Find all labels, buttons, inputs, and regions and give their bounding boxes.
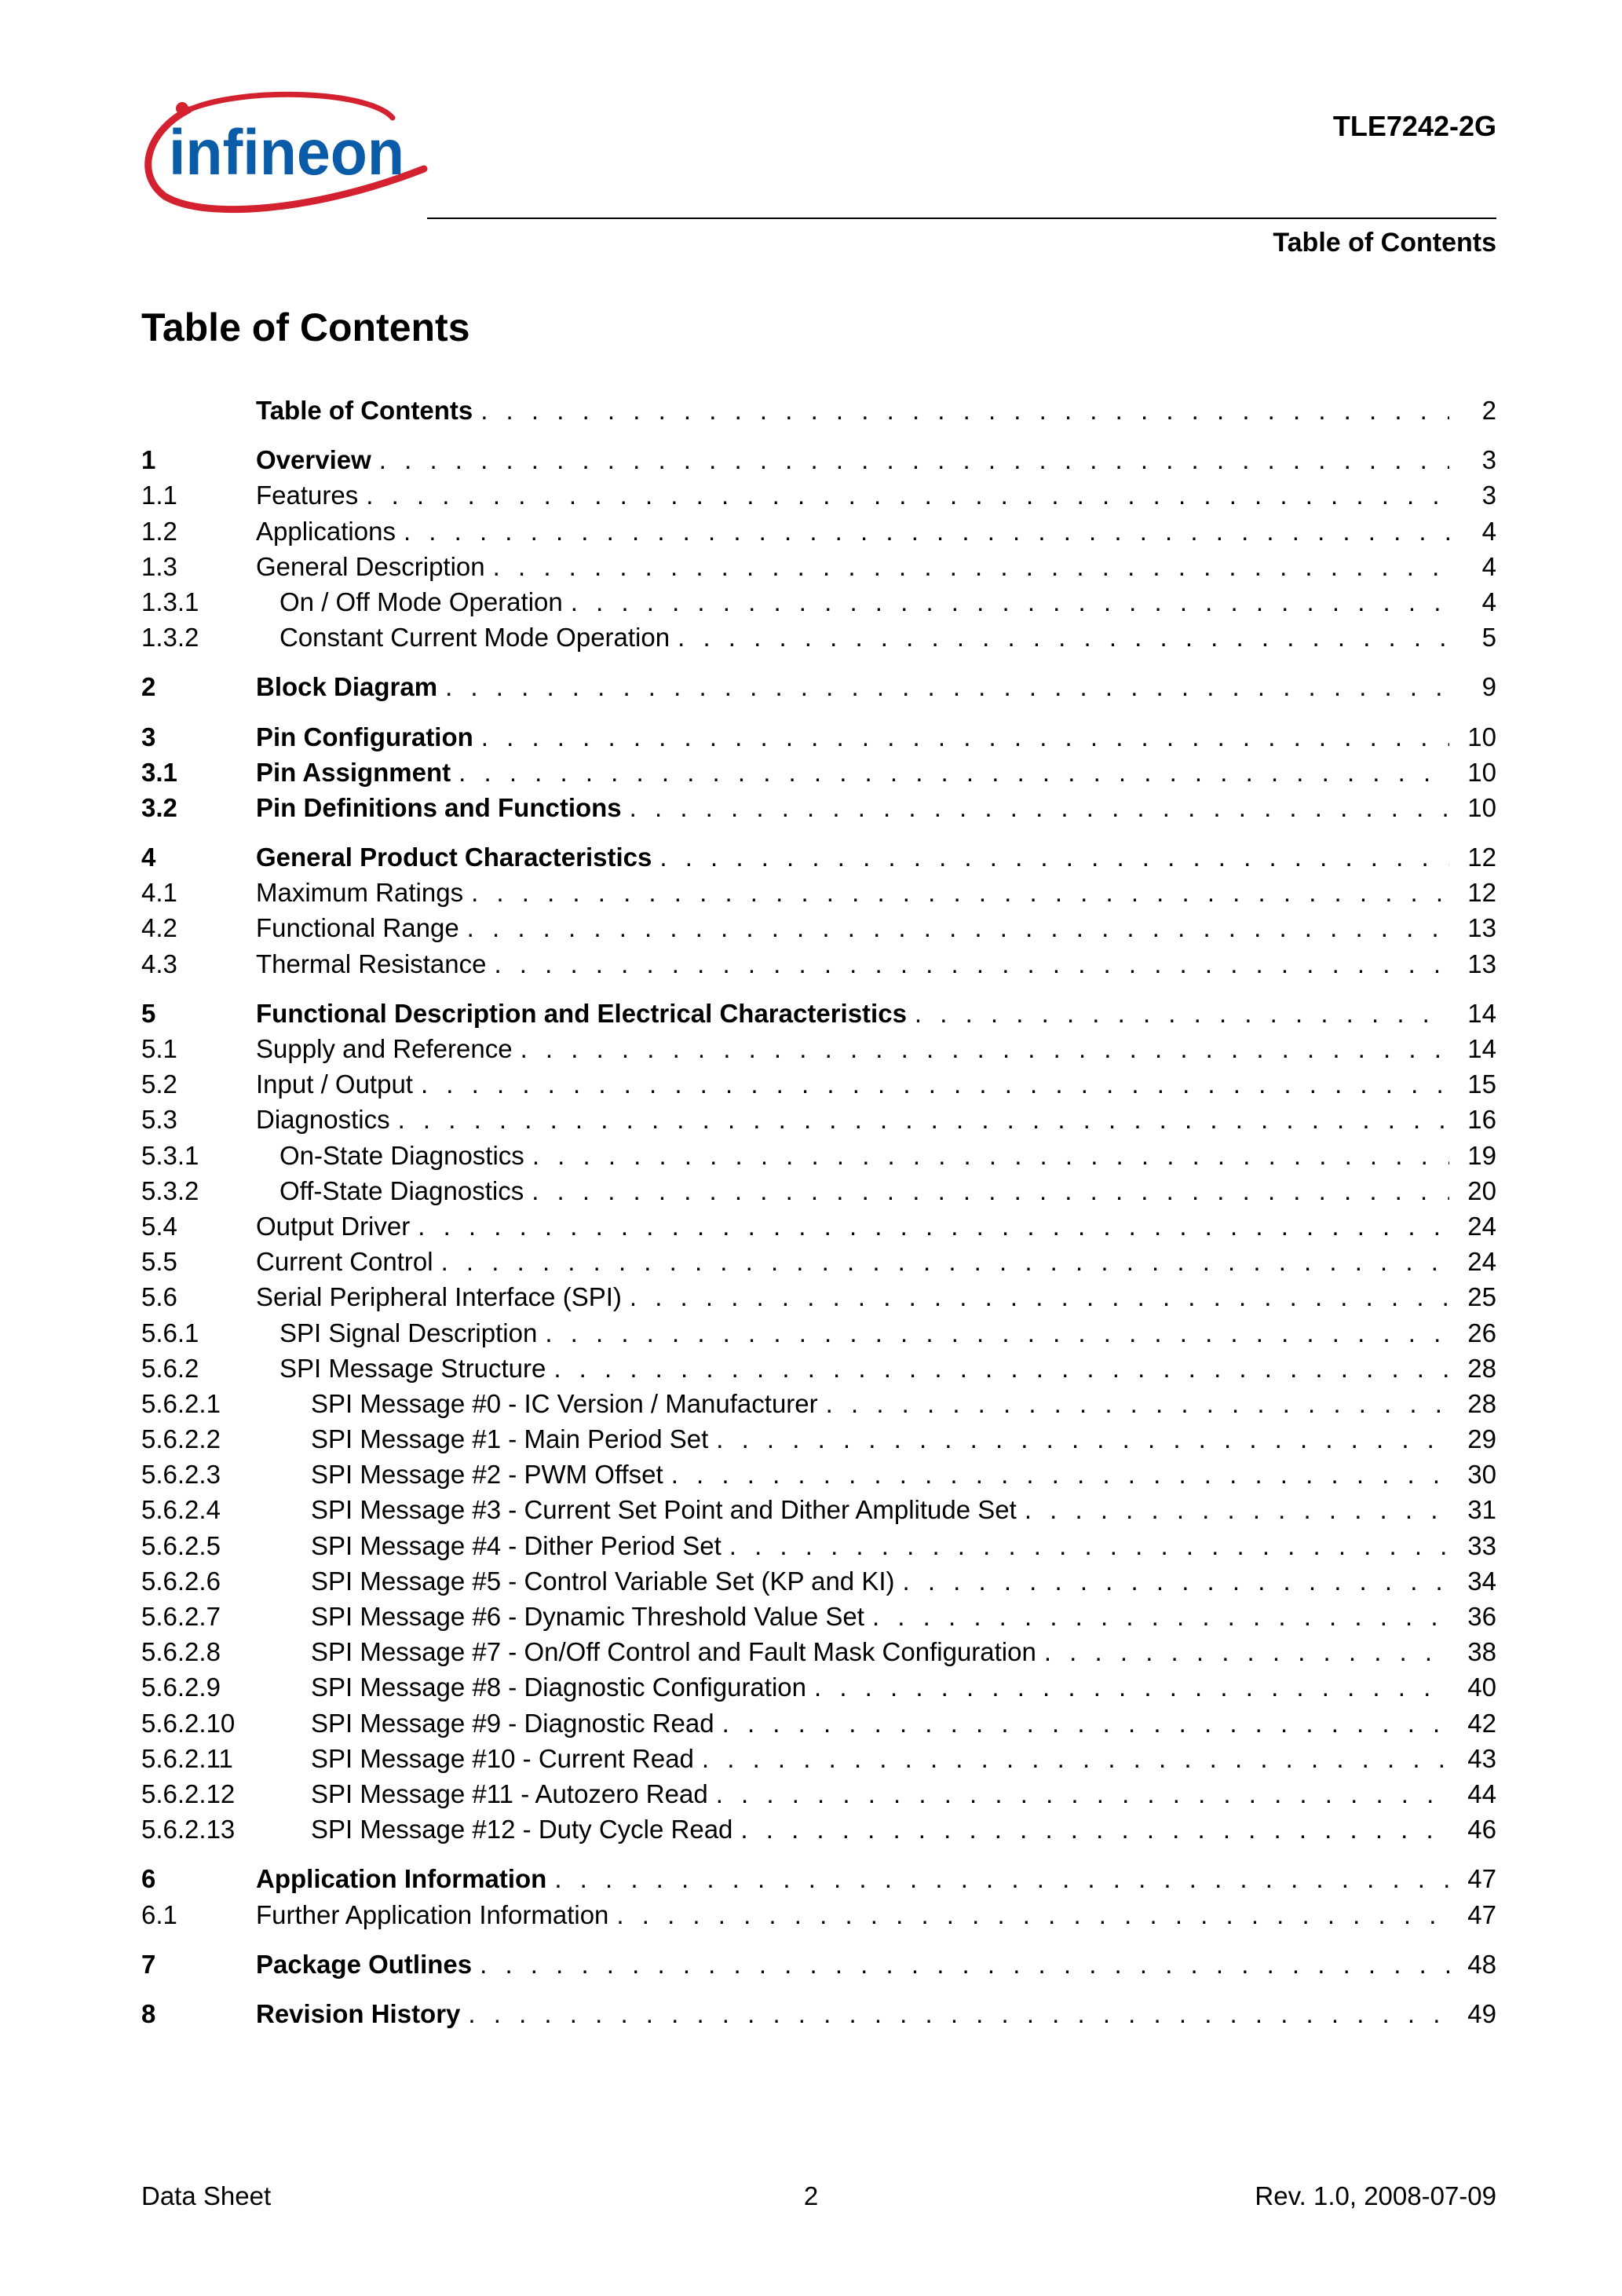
toc-dot-leader — [702, 1741, 1449, 1776]
toc-dot-leader — [554, 1861, 1449, 1896]
toc-dot-leader — [418, 1208, 1449, 1244]
toc-entry-number: 5 — [141, 998, 156, 1028]
toc-entry[interactable] — [141, 839, 1496, 875]
toc-dot-leader — [630, 1279, 1449, 1314]
toc-entry-page[interactable]: 12 — [1467, 878, 1496, 908]
toc-entry-page[interactable]: 26 — [1467, 1318, 1496, 1347]
toc-dot-leader — [716, 1421, 1449, 1457]
toc-entry-title[interactable]: SPI Message #4 - Dither Period Set — [311, 1530, 721, 1560]
toc-entry[interactable] — [141, 1563, 1496, 1599]
toc-entry[interactable] — [141, 1102, 1496, 1137]
toc-entry[interactable] — [141, 584, 1496, 620]
toc-entry-page[interactable]: 46 — [1467, 1815, 1496, 1844]
toc-entry[interactable] — [141, 946, 1496, 982]
toc-entry[interactable] — [141, 1996, 1496, 2031]
toc-entry-page[interactable]: 3 — [1481, 481, 1496, 510]
toc-dot-leader — [872, 1599, 1449, 1634]
toc-entry-page[interactable]: 43 — [1467, 1743, 1496, 1773]
toc-entry-title[interactable]: Pin Configuration — [256, 722, 473, 751]
toc-dot-leader — [471, 875, 1449, 910]
toc-entry[interactable] — [141, 549, 1496, 584]
toc-entry-title[interactable]: General Description — [256, 551, 485, 581]
toc-entry[interactable] — [141, 790, 1496, 825]
toc-dot-leader — [826, 1386, 1449, 1421]
toc-entry-title[interactable]: Input / Output — [256, 1069, 413, 1099]
toc-entry-page[interactable]: 19 — [1467, 1140, 1496, 1170]
toc-dot-leader — [494, 946, 1449, 982]
toc-entry-number: 1.2 — [141, 516, 177, 546]
toc-dot-leader — [630, 790, 1449, 825]
footer-revision: Rev. 1.0, 2008-07-09 — [1255, 2181, 1496, 2210]
toc-entry-number: 5.4 — [141, 1211, 177, 1241]
toc-entry-number: 5.2 — [141, 1069, 177, 1099]
toc-entry-page[interactable]: 30 — [1467, 1460, 1496, 1490]
toc-entry-number: 5.6.2.12 — [141, 1779, 236, 1808]
toc-entry-number: 1.1 — [141, 481, 177, 510]
toc-entry[interactable] — [141, 755, 1496, 790]
toc-entry-page[interactable]: 20 — [1467, 1175, 1496, 1205]
toc-entry-title[interactable]: Output Driver — [256, 1211, 411, 1241]
toc-entry-page[interactable]: 2 — [1481, 396, 1496, 425]
toc-entry-number: 5.6.2.1 — [141, 1388, 221, 1418]
toc-entry-title[interactable]: Serial Peripheral Interface (SPI) — [256, 1282, 622, 1312]
toc-entry[interactable] — [141, 1315, 1496, 1351]
toc-dot-leader — [659, 839, 1449, 875]
toc-entry-title[interactable]: Application Information — [256, 1864, 547, 1894]
toc-entry-title[interactable]: Functional Description and Electrical Characteristics — [256, 998, 907, 1028]
toc-entry-title[interactable]: Features — [256, 481, 359, 510]
toc-dot-leader — [740, 1812, 1449, 1847]
toc-entry-page[interactable]: 3 — [1481, 445, 1496, 475]
toc-entry[interactable] — [141, 393, 1496, 428]
logo-wordmark: infineon — [169, 117, 404, 188]
toc-entry-page[interactable]: 47 — [1467, 1899, 1496, 1929]
toc-entry-title[interactable]: Current Control — [256, 1247, 433, 1277]
toc-entry-number: 5.6.1 — [141, 1318, 199, 1347]
toc-dot-leader — [553, 1351, 1449, 1386]
toc-entry-page[interactable]: 25 — [1467, 1282, 1496, 1312]
infineon-logo-icon — [133, 86, 432, 228]
toc-dot-leader — [493, 549, 1449, 584]
toc-entry-number: 5.6.2.9 — [141, 1673, 221, 1702]
toc-entry-number: 6 — [141, 1864, 156, 1894]
toc-entry-number: 5.6.2.11 — [141, 1743, 233, 1773]
toc-dot-leader — [814, 1669, 1449, 1705]
toc-entry-number: 5.6.2.10 — [141, 1708, 236, 1738]
toc-entry-title[interactable]: SPI Message #2 - PWM Offset — [311, 1460, 663, 1490]
toc-entry-page[interactable]: 38 — [1467, 1637, 1496, 1667]
toc-entry-number: 5.6.2 — [141, 1353, 199, 1383]
toc-entry-number: 5.6.2.8 — [141, 1637, 221, 1667]
toc-dot-leader — [1044, 1634, 1449, 1669]
toc-entry-page[interactable]: 10 — [1467, 792, 1496, 822]
toc-entry[interactable] — [141, 1776, 1496, 1812]
toc-entry[interactable] — [141, 1244, 1496, 1279]
toc-entry-title[interactable]: Block Diagram — [256, 672, 438, 702]
toc-entry-title[interactable]: SPI Message Structure — [279, 1353, 546, 1383]
toc-entry-title[interactable]: Table of Contents — [256, 396, 473, 425]
toc-entry-page[interactable]: 5 — [1481, 623, 1496, 653]
document-code: TLE7242-2G — [1332, 110, 1496, 142]
toc-dot-leader — [480, 1947, 1449, 1982]
toc-dot-leader — [532, 1173, 1449, 1208]
toc-entry-number: 5.6 — [141, 1282, 177, 1312]
toc-entry-number: 5.3.2 — [141, 1175, 199, 1205]
toc-dot-leader — [915, 996, 1449, 1031]
toc-entry-title[interactable]: General Product Characteristics — [256, 843, 652, 872]
toc-entry-number: 6.1 — [141, 1899, 177, 1929]
toc-entry[interactable] — [141, 1492, 1496, 1527]
toc-entry[interactable] — [141, 1386, 1496, 1421]
toc-entry-number: 4.2 — [141, 913, 177, 943]
toc-dot-leader — [445, 669, 1449, 704]
toc-dot-leader — [458, 755, 1449, 790]
toc-entry-title[interactable]: SPI Message #8 - Diagnostic Configuration — [311, 1673, 806, 1702]
toc-entry-title[interactable]: Pin Definitions and Functions — [256, 792, 622, 822]
footer-document-type: Data Sheet — [141, 2181, 272, 2210]
toc-entry-title[interactable]: SPI Message #7 - On/Off Control and Fault Mask Configuration — [311, 1637, 1036, 1667]
toc-entry-page[interactable]: 4 — [1481, 551, 1496, 581]
toc-entry-page[interactable]: 34 — [1467, 1566, 1496, 1596]
toc-dot-leader — [716, 1776, 1449, 1812]
toc-dot-leader — [481, 719, 1449, 755]
toc-dot-leader — [521, 1031, 1449, 1066]
toc-dot-leader — [379, 442, 1449, 477]
toc-entry[interactable] — [141, 1138, 1496, 1173]
toc-entry-page[interactable]: 13 — [1467, 913, 1496, 943]
toc-entry-number: 5.1 — [141, 1034, 177, 1063]
toc-entry[interactable] — [141, 1173, 1496, 1208]
toc-entry-title[interactable]: Constant Current Mode Operation — [279, 623, 670, 653]
toc-dot-leader — [671, 1457, 1449, 1492]
toc-entry-page[interactable]: 15 — [1467, 1069, 1496, 1099]
toc-dot-leader — [678, 620, 1449, 655]
toc-entry-page[interactable]: 33 — [1467, 1530, 1496, 1560]
toc-entry[interactable] — [141, 1208, 1496, 1244]
toc-entry[interactable] — [141, 1528, 1496, 1563]
table-of-contents — [141, 393, 1496, 2031]
toc-dot-leader — [421, 1066, 1449, 1102]
toc-entry-page[interactable]: 40 — [1467, 1673, 1496, 1702]
toc-entry-page[interactable]: 42 — [1467, 1708, 1496, 1738]
toc-entry-page[interactable]: 24 — [1467, 1211, 1496, 1241]
toc-entry-page[interactable]: 44 — [1467, 1779, 1496, 1808]
toc-entry-number: 8 — [141, 1998, 156, 2028]
toc-entry[interactable] — [141, 1634, 1496, 1669]
toc-entry-title[interactable]: SPI Message #0 - IC Version / Manufacturer — [311, 1388, 818, 1418]
toc-entry-number: 4.1 — [141, 878, 177, 908]
toc-entry-number: 5.6.2.2 — [141, 1424, 221, 1454]
toc-entry[interactable] — [141, 620, 1496, 655]
toc-entry-number: 5.6.2.6 — [141, 1566, 221, 1596]
running-section-header: Table of Contents — [1273, 228, 1496, 258]
toc-entry-title[interactable]: Revision History — [256, 1998, 461, 2028]
toc-entry[interactable] — [141, 1351, 1496, 1386]
toc-entry[interactable] — [141, 1599, 1496, 1634]
toc-entry-title[interactable]: Supply and Reference — [256, 1034, 513, 1063]
toc-entry-page[interactable]: 12 — [1467, 843, 1496, 872]
toc-entry[interactable] — [141, 514, 1496, 549]
toc-entry-page[interactable]: 28 — [1467, 1353, 1496, 1383]
toc-entry[interactable] — [141, 996, 1496, 1031]
toc-dot-leader — [398, 1102, 1449, 1137]
toc-entry-page[interactable]: 16 — [1467, 1105, 1496, 1135]
toc-entry-title[interactable]: SPI Message #1 - Main Period Set — [311, 1424, 709, 1454]
toc-entry[interactable] — [141, 442, 1496, 477]
toc-dot-leader — [480, 393, 1449, 428]
toc-entry-title[interactable]: Applications — [256, 516, 396, 546]
toc-entry[interactable] — [141, 477, 1496, 513]
toc-dot-leader — [366, 477, 1449, 513]
toc-entry-number: 7 — [141, 1949, 156, 1979]
toc-entry-page[interactable]: 14 — [1467, 1034, 1496, 1063]
toc-entry-number: 1.3.2 — [141, 623, 199, 653]
toc-entry-page[interactable]: 4 — [1481, 516, 1496, 546]
toc-dot-leader — [902, 1563, 1449, 1599]
toc-dot-leader — [571, 584, 1449, 620]
toc-entry-title[interactable]: SPI Message #10 - Current Read — [311, 1743, 694, 1773]
toc-entry[interactable] — [141, 1279, 1496, 1314]
toc-dot-leader — [467, 910, 1449, 945]
toc-entry-number: 5.6.2.4 — [141, 1495, 221, 1525]
toc-entry-number: 5.3 — [141, 1105, 177, 1135]
toc-entry[interactable] — [141, 1861, 1496, 1896]
toc-entry-page[interactable]: 28 — [1467, 1388, 1496, 1418]
toc-entry-title[interactable]: Diagnostics — [256, 1105, 390, 1135]
toc-entry[interactable] — [141, 719, 1496, 755]
toc-entry[interactable] — [141, 1669, 1496, 1705]
toc-entry-title[interactable]: SPI Signal Description — [279, 1318, 538, 1347]
toc-entry-number: 1.3 — [141, 551, 177, 581]
toc-entry-title[interactable]: Overview — [256, 445, 371, 475]
toc-entry-title[interactable]: Functional Range — [256, 913, 459, 943]
toc-entry-page[interactable]: 36 — [1467, 1602, 1496, 1631]
toc-entry-number: 5.6.2.5 — [141, 1530, 221, 1560]
toc-entry[interactable] — [141, 1897, 1496, 1932]
toc-entry-number: 1.3.1 — [141, 587, 199, 616]
toc-entry-title[interactable]: SPI Message #11 - Autozero Read — [311, 1779, 708, 1808]
toc-entry[interactable] — [141, 1457, 1496, 1492]
toc-dot-leader — [532, 1138, 1449, 1173]
toc-entry[interactable] — [141, 1066, 1496, 1102]
toc-entry-number: 3 — [141, 722, 156, 751]
toc-dot-leader — [1025, 1492, 1449, 1527]
toc-entry-title[interactable]: Pin Assignment — [256, 757, 451, 787]
toc-entry[interactable] — [141, 1741, 1496, 1776]
toc-dot-leader — [545, 1315, 1449, 1351]
toc-entry-title[interactable]: Package Outlines — [256, 1949, 473, 1979]
toc-entry-page[interactable]: 9 — [1481, 672, 1496, 702]
toc-entry-page[interactable]: 13 — [1467, 949, 1496, 978]
infineon-logo — [133, 86, 432, 228]
toc-entry-number: 5.6.2.13 — [141, 1815, 236, 1844]
toc-entry-number: 4 — [141, 843, 156, 872]
toc-entry-number: 4.3 — [141, 949, 177, 978]
toc-entry[interactable] — [141, 910, 1496, 945]
toc-entry-title[interactable]: Off-State Diagnostics — [279, 1175, 524, 1205]
toc-entry-number: 5.6.2.3 — [141, 1460, 221, 1490]
toc-entry[interactable] — [141, 1031, 1496, 1066]
toc-entry-number: 5.6.2.7 — [141, 1602, 221, 1631]
toc-entry-title[interactable]: On / Off Mode Operation — [279, 587, 563, 616]
toc-dot-leader — [468, 1996, 1449, 2031]
toc-entry-number: 3.1 — [141, 757, 177, 787]
toc-entry-title[interactable]: SPI Message #9 - Diagnostic Read — [311, 1708, 714, 1738]
toc-entry-page[interactable]: 29 — [1467, 1424, 1496, 1454]
toc-entry-page[interactable]: 49 — [1467, 1998, 1496, 2028]
toc-dot-leader — [616, 1897, 1449, 1932]
toc-entry[interactable] — [141, 1706, 1496, 1741]
toc-dot-leader — [441, 1244, 1449, 1279]
toc-entry-number: 1 — [141, 445, 156, 475]
toc-entry-title[interactable]: Further Application Information — [256, 1899, 609, 1929]
footer-page-number: 2 — [803, 2181, 819, 2210]
toc-entry-title[interactable]: SPI Message #6 - Dynamic Threshold Value Set — [311, 1602, 864, 1631]
toc-entry-title[interactable]: SPI Message #5 - Control Variable Set (KP and KI) — [311, 1566, 895, 1596]
toc-entry-title[interactable]: On-State Diagnostics — [279, 1140, 524, 1170]
toc-entry[interactable] — [141, 875, 1496, 910]
toc-entry-page[interactable]: 24 — [1467, 1247, 1496, 1277]
toc-entry-page[interactable]: 4 — [1481, 587, 1496, 616]
toc-entry-title[interactable]: Maximum Ratings — [256, 878, 464, 908]
toc-entry[interactable] — [141, 1421, 1496, 1457]
toc-entry-title[interactable]: Thermal Resistance — [256, 949, 487, 978]
header-divider — [427, 218, 1496, 219]
toc-entry[interactable] — [141, 1947, 1496, 1982]
toc-entry-page[interactable]: 14 — [1467, 998, 1496, 1028]
toc-entry-page[interactable]: 10 — [1467, 757, 1496, 787]
toc-entry-number: 5.3.1 — [141, 1140, 199, 1170]
toc-entry-page[interactable]: 48 — [1467, 1949, 1496, 1979]
toc-dot-leader — [729, 1528, 1449, 1563]
toc-dot-leader — [722, 1706, 1449, 1741]
toc-entry-number: 3.2 — [141, 792, 177, 822]
toc-entry-number: 2 — [141, 672, 156, 702]
toc-entry[interactable] — [141, 669, 1496, 704]
toc-entry-page[interactable]: 10 — [1467, 722, 1496, 751]
toc-entry-page[interactable]: 31 — [1467, 1495, 1496, 1525]
toc-entry[interactable] — [141, 1812, 1496, 1847]
page-title: Table of Contents — [141, 305, 470, 349]
toc-entry-number: 5.5 — [141, 1247, 177, 1277]
toc-entry-title[interactable]: SPI Message #3 - Current Set Point and Dither Amplitude Set — [311, 1495, 1017, 1525]
toc-entry-title[interactable]: SPI Message #12 - Duty Cycle Read — [311, 1815, 733, 1844]
toc-entry-page[interactable]: 47 — [1467, 1864, 1496, 1894]
toc-dot-leader — [404, 514, 1449, 549]
